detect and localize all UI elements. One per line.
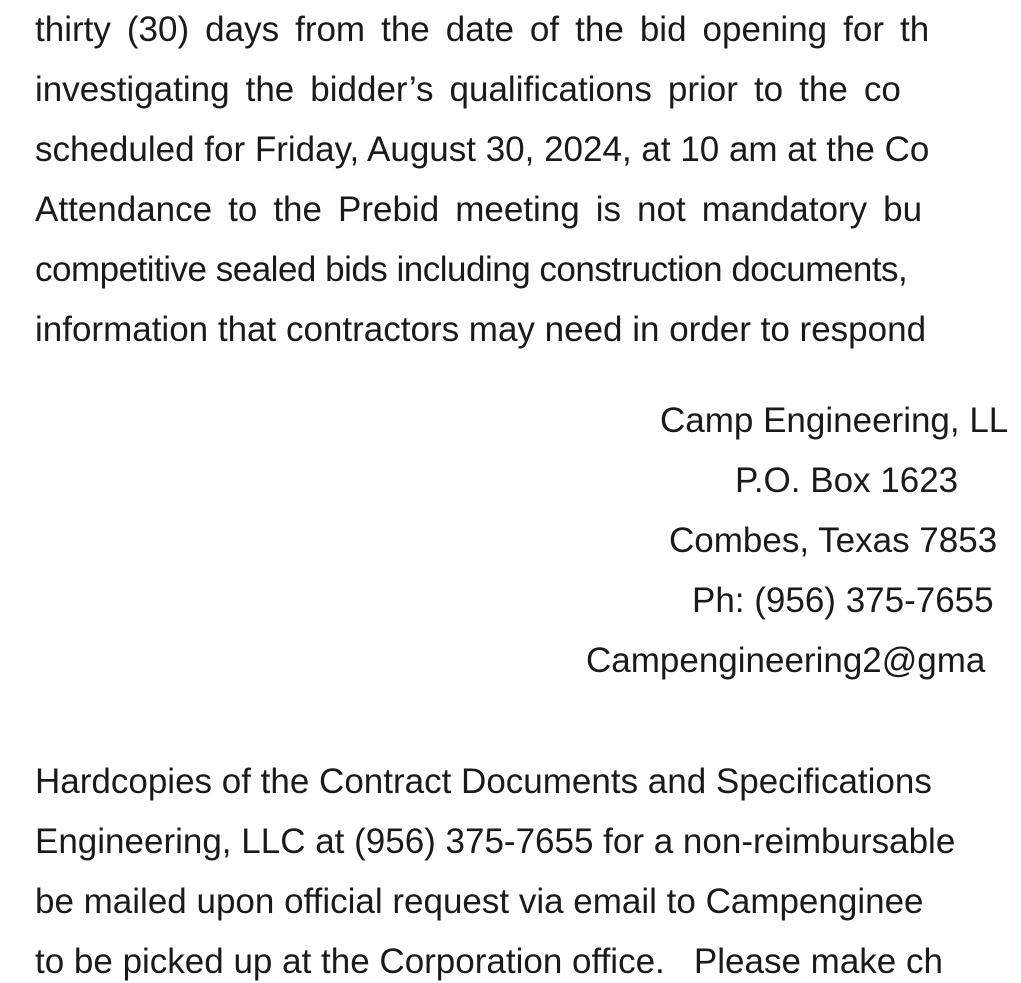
address-company: Camp Engineering, LL [660, 401, 1009, 440]
address-phone: Ph: (956) 375-7655 [692, 581, 994, 620]
paragraph-1-line-2: investigating the bidder’s qualifications prior to the co [35, 70, 901, 109]
paragraph-2-line-3: be mailed upon official request via email to Campenginee [35, 882, 924, 921]
paragraph-2-line-1: Hardcopies of the Contract Documents and Specifications [35, 762, 932, 801]
paragraph-2-line-4: to be picked up at the Corporation office. Please make ch [35, 942, 943, 981]
paragraph-2-line-2: Engineering, LLC at (956) 375-7655 for a non-reimbursable [35, 822, 956, 861]
paragraph-1-line-6: information that contractors may need in order to respond [35, 310, 927, 349]
paragraph-1-line-3: scheduled for Friday, August 30, 2024, at 10 am at the Co [35, 130, 930, 169]
address-city: Combes, Texas 7853 [669, 521, 998, 560]
address-po-box: P.O. Box 1623 [735, 461, 959, 500]
address-email: Campengineering2@gma [586, 641, 986, 680]
paragraph-1-line-1: thirty (30) days from the date of the bid opening for th [35, 10, 930, 49]
paragraph-1-line-4: Attendance to the Prebid meeting is not mandatory bu [35, 190, 923, 229]
paragraph-1-line-5: competitive sealed bids including construction documents, [35, 250, 908, 289]
